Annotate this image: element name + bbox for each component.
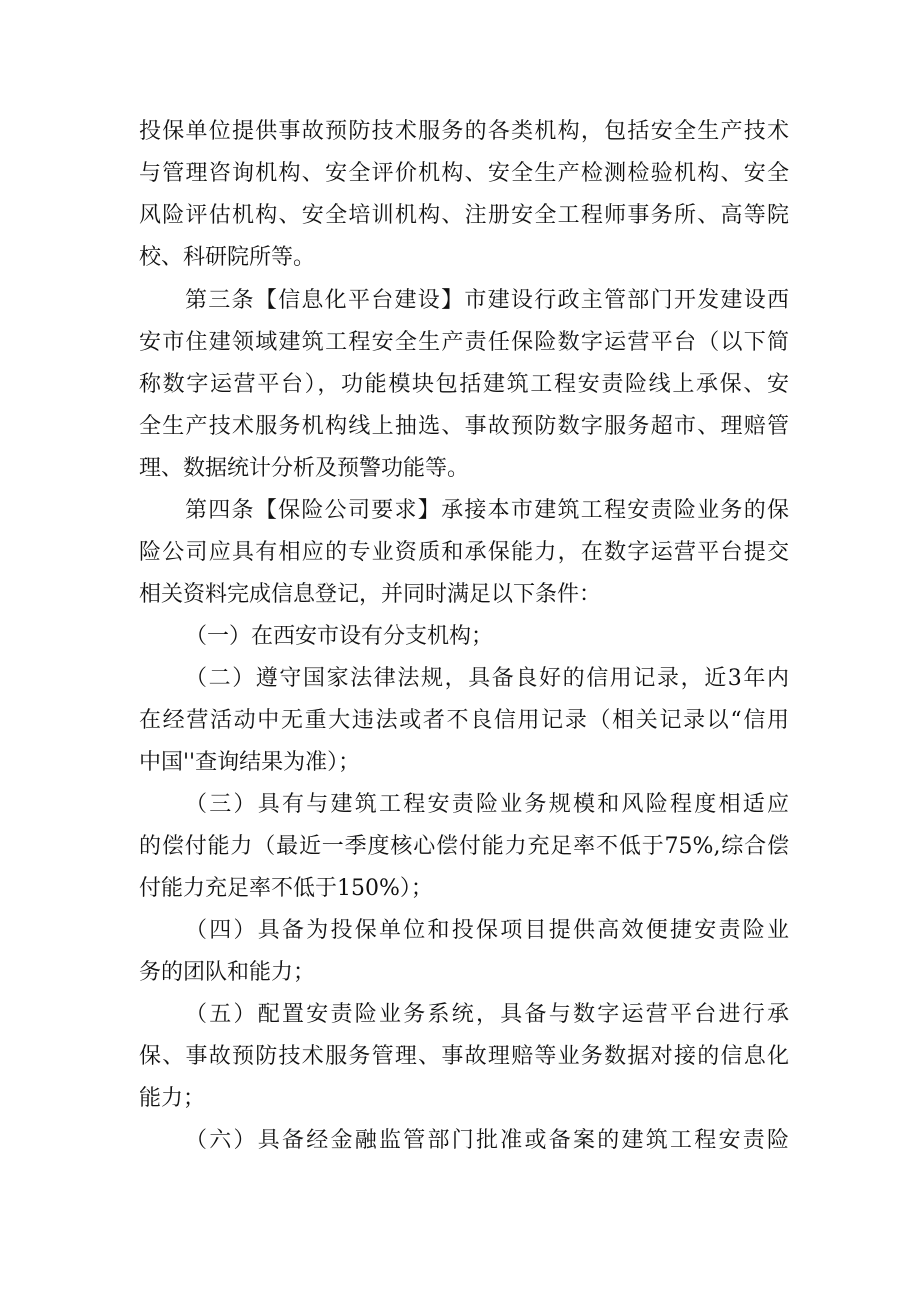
text-line-3: 风险评估机构、安全培训机构、注册安全工程师事务所、高等院 — [139, 203, 789, 228]
text-line-6: 安市住建领域建筑工程安全生产责任保险数字运营平台（以下简 — [139, 330, 789, 355]
condition-6-line: （六）具备经金融监管部门批准或备案的建筑工程安责险 — [185, 1128, 789, 1153]
text-line-2: 与管理咨询机构、安全评价机构、安全生产检测检验机构、安全 — [139, 161, 789, 186]
article-4-heading-line: 第四条【保险公司要求】承接本市建筑工程安责险业务的保 — [185, 498, 789, 523]
text-line-19: 付能力充足率不低于150%）； — [139, 876, 433, 901]
text-line-23: 保、事故预防技术服务管理、事故理赔等业务数据对接的信息化 — [139, 1044, 789, 1069]
text-line-11: 险公司应具有相应的专业资质和承保能力，在数字运营平台提交 — [139, 540, 789, 565]
text-line-8: 全生产技术服务机构线上抽选、事故预防数字服务超市、理赔管 — [139, 414, 789, 439]
text-line-24: 能力； — [139, 1086, 206, 1111]
text-line-16: 中国''查询结果为准）； — [139, 750, 361, 775]
condition-1-line: （一）在西安市设有分支机构； — [185, 624, 494, 649]
text-line-18: 的偿付能力（最近一季度核心偿付能力充足率不低于75%,综合偿 — [139, 834, 789, 859]
condition-3-line: （三）具有与建筑工程安责险业务规模和风险程度相适应 — [185, 792, 789, 817]
article-3-heading-line: 第三条【信息化平台建设】市建设行政主管部门开发建设西 — [185, 288, 789, 313]
text-line-15: 在经营活动中无重大违法或者不良信用记录（相关记录以“信用 — [139, 708, 789, 733]
text-line-1: 投保单位提供事故预防技术服务的各类机构，包括安全生产技术 — [139, 119, 789, 144]
text-line-4: 校、科研院所等。 — [139, 245, 316, 270]
text-line-7: 称数字运营平台），功能模块包括建筑工程安责险线上承保、安 — [139, 372, 789, 397]
text-line-21: 务的团队和能力； — [139, 960, 316, 985]
condition-4-line: （四）具备为投保单位和投保项目提供高效便捷安责险业 — [185, 918, 789, 943]
condition-2-line: （二）遵守国家法律法规，具备良好的信用记录，近3年内 — [185, 666, 789, 691]
text-line-12: 相关资料完成信息登记，并同时满足以下条件： — [139, 582, 602, 607]
condition-5-line: （五）配置安责险业务系统，具备与数字运营平台进行承 — [185, 1002, 789, 1027]
text-line-9: 理、数据统计分析及预警功能等。 — [139, 456, 470, 481]
